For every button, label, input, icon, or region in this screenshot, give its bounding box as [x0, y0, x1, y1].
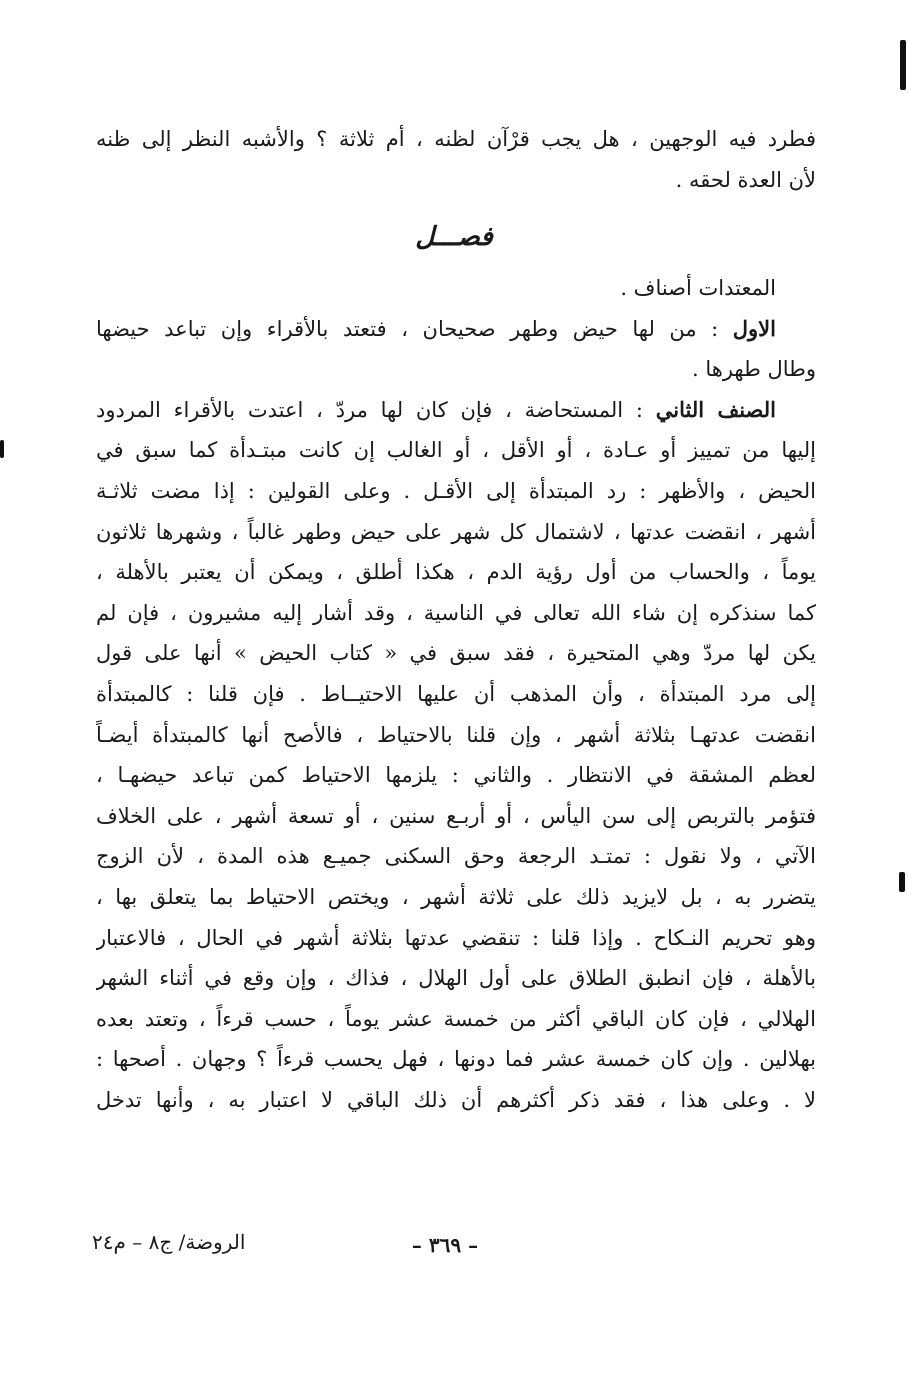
section-heading: فصـــل — [415, 222, 493, 252]
text-line: أشهر ، انقضت عدتها ، لاشتمال كل شهر على حيض وطهر غالباً ، وشهرها ثلاثون — [96, 519, 816, 544]
signature-mark: الروضة/ ج٨ – م٢٤ — [92, 1230, 246, 1254]
opening-paragraph — [96, 119, 816, 200]
first-category-text: : من لها حيض وطهر صحيحان ، فتعتد بالأقراء وإن تباعد حيضها — [96, 316, 719, 341]
text-line: وطال طهرها . — [692, 357, 816, 382]
text-line: انقضت عدتهـا بثلاثة أشهر ، وإن قلنا بالاحتياط ، فالأصح أنها كالمبتدأة أيضـاً — [96, 722, 816, 747]
text-line: إلى مرد المبتدأة ، وأن المذهب أن عليها الاحتيــاط . فإن قلنا : كالمبتدأة — [96, 681, 816, 706]
text-line: يتضرر به ، بل لايزيد ذلك على ثلاثة أشهر ، ويختص الاحتياط بما يتعلق بها ، — [96, 884, 816, 909]
text-line: الهلالي ، فإن كان الباقي أكثر من خمسة عشر يوماً ، حسب قرءاً ، وتعتد بعده — [96, 1006, 816, 1031]
second-category-text: : المستحاضة ، فإن كان لها مردّ ، اعتدت بالأقراء المردود — [96, 397, 643, 422]
second-category-line — [96, 390, 816, 431]
text-line: فطرد فيه الوجهين ، هل يجب قرْآن لظنه ، أم ثلاثة ؟ والأشبه النظر إلى ظنه — [96, 127, 816, 151]
intro-line: المعتدات أصناف . — [620, 276, 776, 300]
text-line: الآتي ، ولا نقول : تمتـد الرجعة وحق السكنى جميـع هذه المدة ، لأن الزوج — [96, 844, 816, 869]
text-line: بالأهلة ، فإن انطبق الطلاق على أول الهلال ، فذاك ، وإن وقع في أثناء الشهر — [96, 966, 816, 991]
first-category-label: الاول — [732, 315, 776, 341]
main-body — [96, 268, 816, 1120]
text-line: يكن لها مردّ وهي المتحيرة ، فقد سبق في « كتاب الحيض » أنها على قول — [96, 641, 816, 666]
first-category-line — [96, 309, 816, 350]
second-category-label: الصنف الثاني — [655, 396, 776, 422]
text-line: لأن العدة لحقه . — [675, 167, 816, 192]
text-line: فتؤمر بالتربص إلى سن اليأس ، أو أربـع سنين ، أو تسعة أشهر ، على الخلاف — [96, 803, 816, 828]
text-line: لا . وعلى هذا ، فقد ذكر أكثرهم أن ذلك الباقي لا اعتبار به ، وأنها تدخل — [96, 1087, 816, 1112]
scan-edge-mark-top — [900, 40, 906, 90]
text-line: يوماً ، والحساب من أول رؤية الدم ، هكذا أطلق ، ويمكن أن يعتبر بالأهلة ، — [96, 560, 816, 585]
page-number: – ٣٦٩ – — [411, 1233, 479, 1257]
text-line: كما سنذكره إن شاء الله تعالى في الناسية ، وقد أشار إليه مشيرون ، فإن لم — [96, 600, 816, 625]
scan-edge-mark-middle — [899, 872, 905, 892]
text-line: الحيض ، والأظهر : رد المبتدأة إلى الأقـل . وعلى القولين : إذا مضت ثلاثـة — [96, 478, 816, 503]
text-line: وهو تحريم النـكاح . وإذا قلنا : تنقضي عدتها بثلاثة أشهر في الحال ، فالاعتبار — [96, 925, 816, 950]
text-line: لعظم المشقة في الانتظار . والثاني : يلزمها الاحتياط كمن تباعد حيضهـا ، — [96, 763, 816, 788]
text-line: إليها من تمييز أو عـادة ، أو الأقل ، أو الغالب إن كانت مبتـدأة كما سبق في — [96, 438, 816, 463]
text-line: بهلالين . وإن كان خمسة عشر فما دونها ، فهل يحسب قرءاً ؟ وجهان . أصحها : — [96, 1047, 816, 1072]
scan-edge-mark-left — [0, 440, 4, 458]
